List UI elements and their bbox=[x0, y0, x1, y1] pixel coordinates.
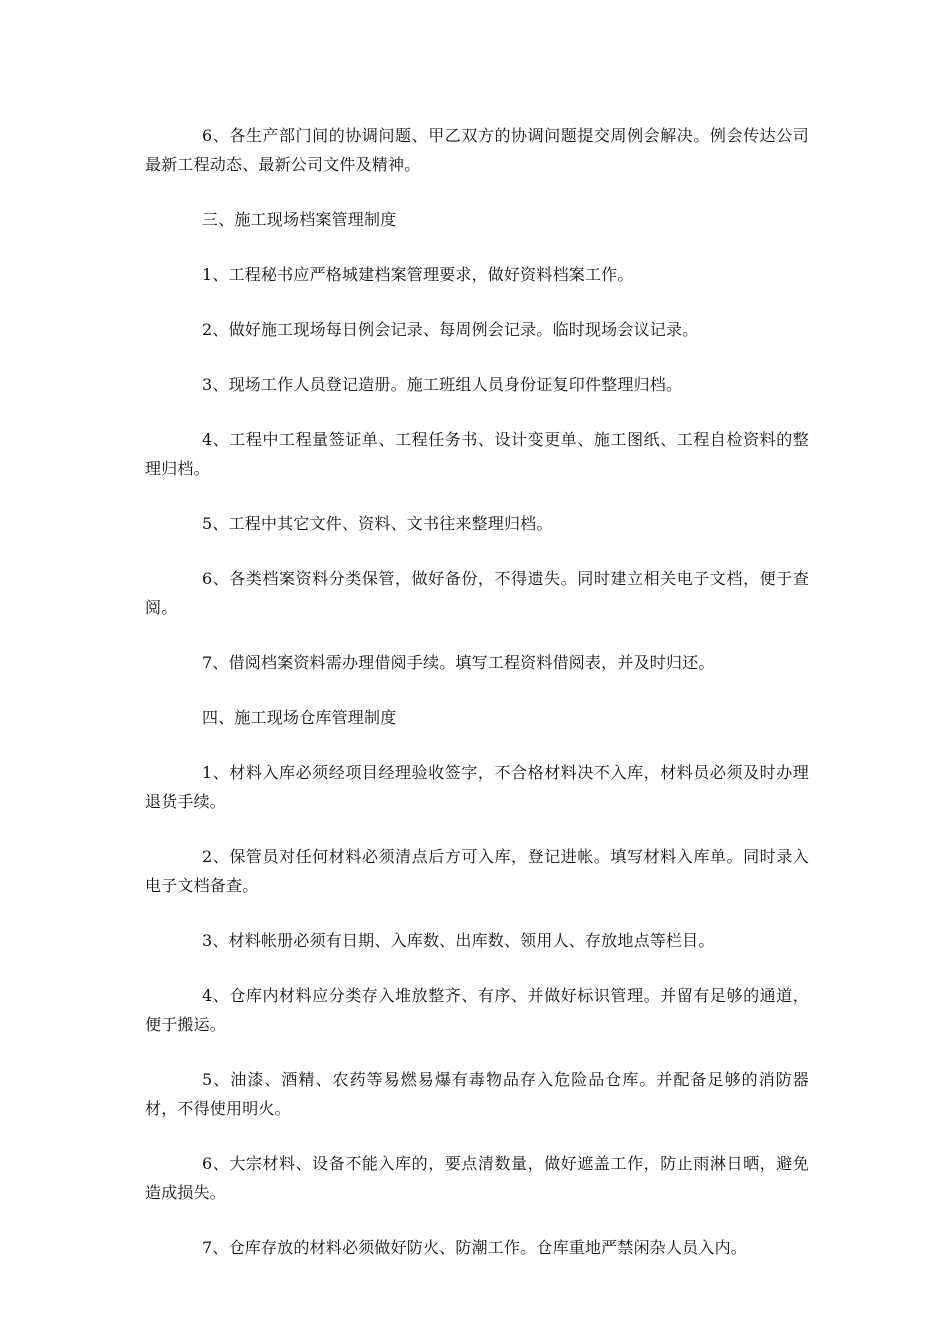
paragraph: 4、工程中工程量签证单、工程任务书、设计变更单、施工图纸、工程自检资料的整理归档。 bbox=[145, 430, 809, 478]
paragraph: 4、仓库内材料应分类存入堆放整齐、有序、并做好标识管理。并留有足够的通道，便于搬运。 bbox=[145, 986, 809, 1034]
paragraph: 3、材料帐册必须有日期、入库数、出库数、领用人、存放地点等栏目。 bbox=[202, 931, 715, 950]
paragraph: 6、各生产部门间的协调问题、甲乙双方的协调问题提交周例会解决。例会传达公司最新工程动态、最新公司文件及精神。 bbox=[145, 126, 809, 174]
paragraph: 5、油漆、酒精、农药等易燃易爆有毒物品存入危险品仓库。并配备足够的消防器材，不得使用明火。 bbox=[145, 1070, 809, 1118]
section-heading: 四、施工现场仓库管理制度 bbox=[202, 708, 397, 727]
paragraph: 6、大宗材料、设备不能入库的，要点清数量，做好遮盖工作，防止雨淋日晒，避免造成损失。 bbox=[145, 1154, 809, 1202]
paragraph: 1、材料入库必须经项目经理验收签字，不合格材料决不入库，材料员必须及时办理退货手续。 bbox=[145, 763, 809, 811]
document-body bbox=[145, 121, 809, 1288]
paragraph: 2、做好施工现场每日例会记录、每周例会记录。临时现场会议记录。 bbox=[202, 320, 699, 339]
paragraph: 2、保管员对任何材料必须清点后方可入库，登记进帐。填写材料入库单。同时录入电子文档备查。 bbox=[145, 847, 809, 895]
paragraph: 6、各类档案资料分类保管，做好备份，不得遗失。同时建立相关电子文档，便于查阅。 bbox=[145, 569, 809, 617]
section-heading: 三、施工现场档案管理制度 bbox=[202, 210, 397, 229]
paragraph: 5、工程中其它文件、资料、文书往来整理归档。 bbox=[202, 514, 553, 533]
paragraph: 7、仓库存放的材料必须做好防火、防潮工作。仓库重地严禁闲杂人员入内。 bbox=[202, 1238, 747, 1257]
paragraph: 3、现场工作人员登记造册。施工班组人员身份证复印件整理归档。 bbox=[202, 375, 683, 394]
paragraph: 1、工程秘书应严格城建档案管理要求，做好资料档案工作。 bbox=[202, 265, 634, 284]
paragraph: 7、借阅档案资料需办理借阅手续。填写工程资料借阅表，并及时归还。 bbox=[202, 653, 715, 672]
